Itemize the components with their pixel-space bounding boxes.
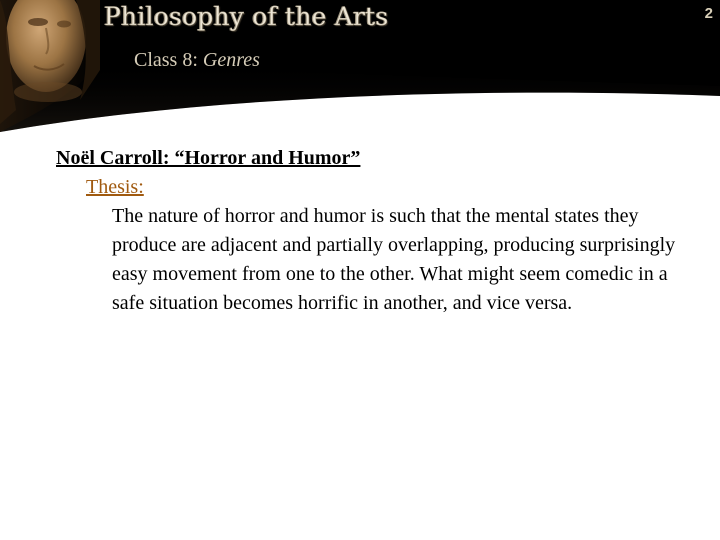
thesis-body: The nature of horror and humor is such that the mental states they produce are adjacent and partially overlapping, producing surprisingly easy movement from one to the other. What might seem comedic in a safe situation becomes horrific in another, and vice versa.: [112, 205, 676, 314]
class-subtitle: [134, 49, 260, 72]
slide-heading: Noël Carroll: “Horror and Humor”: [56, 147, 361, 169]
thesis-label: Thesis:: [86, 176, 144, 198]
header-banner: [0, 0, 720, 140]
slide-number: 2: [704, 5, 713, 22]
slide-content: [56, 144, 696, 318]
course-title: Philosophy of the Arts: [104, 2, 389, 31]
class-label: Class 8:: [134, 49, 203, 71]
class-topic: Genres: [202, 49, 260, 71]
